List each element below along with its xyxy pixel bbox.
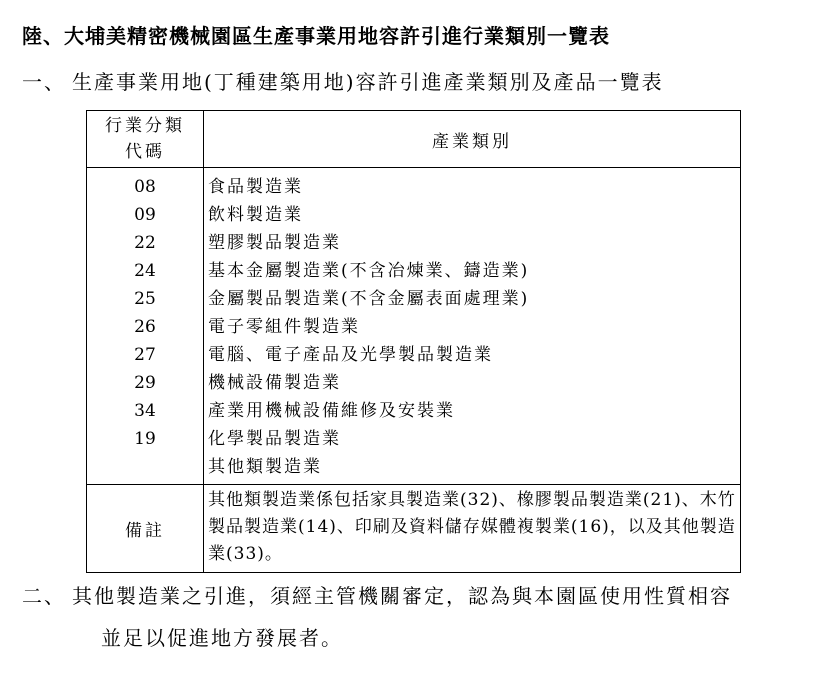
code-cell: 09 [134,205,156,225]
section-2-number: 二、 [22,584,66,608]
category-cell: 電腦、電子產品及光學製品製造業 [208,345,493,365]
industry-table [86,110,741,573]
table-body-row [87,168,741,485]
section-1-number: 一、 [22,70,66,94]
category-cell: 金屬製品製造業(不含金屬表面處理業) [208,289,530,309]
category-cell: 電子零組件製造業 [208,317,360,337]
header-code-line2: 代碼 [125,142,165,162]
header-category: 產業類別 [204,111,741,168]
code-cell: 24 [134,261,156,281]
code-cell: 27 [134,345,156,365]
header-code-line1: 行業分類 [105,116,185,136]
code-cell: 26 [134,317,156,337]
note-text: 其他類製造業係包括家具製造業(32)、橡膠製品製造業(21)、木竹製品製造業(14)、印刷及資料儲存媒體複製業(16)，以及其他製造業(33)。 [204,485,741,573]
note-label: 備註 [87,485,204,573]
category-cell: 基本金屬製造業(不含冶煉業、鑄造業) [208,261,530,281]
category-cell: 食品製造業 [208,177,303,197]
category-cell: 其他類製造業 [208,457,322,477]
code-cell [87,453,203,481]
category-cell: 機械設備製造業 [208,373,341,393]
code-cell: 08 [134,177,156,197]
section-1-text: 生產事業用地(丁種建築用地)容許引進產業類別及產品一覽表 [72,70,664,94]
note-row [87,485,741,573]
section-2-text: 其他製造業之引進，須經主管機關審定，認為與本園區使用性質相容 [72,584,732,608]
category-cell: 化學製品製造業 [208,429,341,449]
section-2-heading [22,580,732,609]
table-header-row [87,111,741,168]
code-column [87,168,204,485]
code-cell: 29 [134,373,156,393]
code-cell: 25 [134,289,156,309]
category-column [204,168,741,485]
section-1-heading [22,66,664,95]
code-cell: 34 [134,401,156,421]
code-cell: 22 [134,233,156,253]
category-cell: 產業用機械設備維修及安裝業 [208,401,455,421]
section-2-continuation: 並足以促進地方發展者。 [101,626,343,650]
header-code [87,111,204,168]
category-cell: 塑膠製品製造業 [208,233,341,253]
category-cell: 飲料製造業 [208,205,303,225]
document-title: 陸、大埔美精密機械園區生產事業用地容許引進行業類別一覽表 [22,24,610,48]
code-cell: 19 [134,429,156,449]
